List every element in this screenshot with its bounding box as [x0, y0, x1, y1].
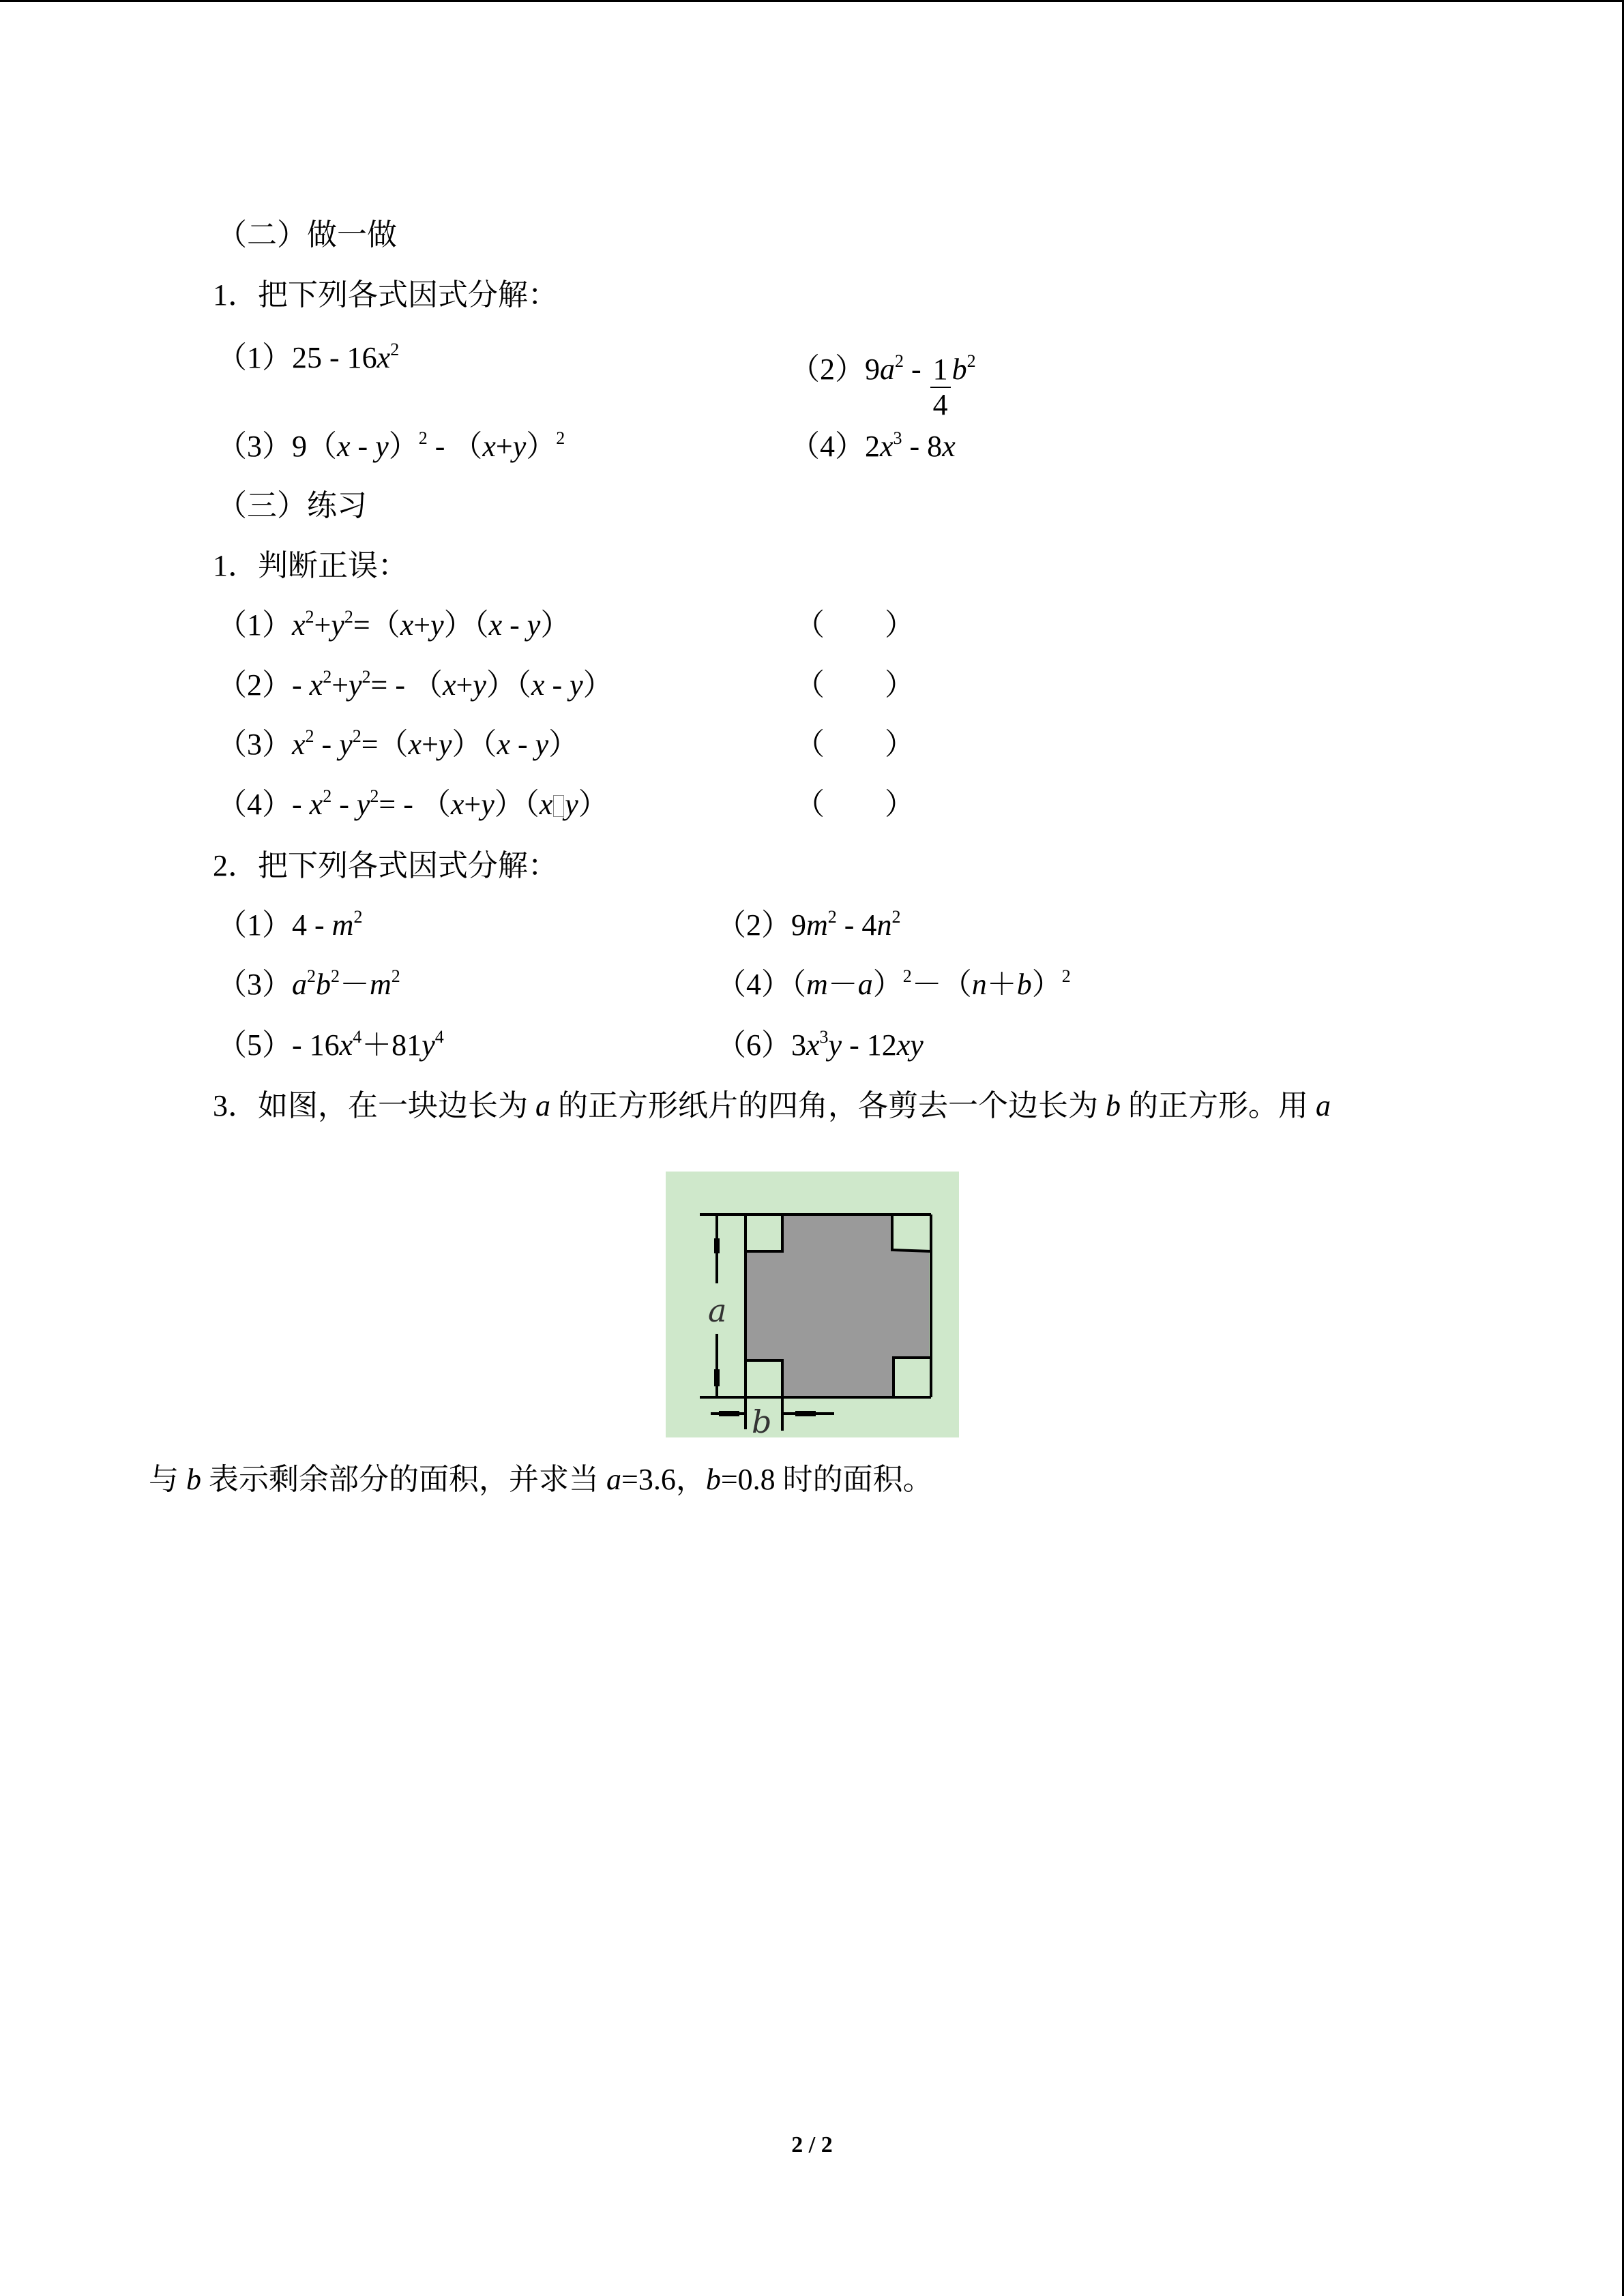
judge-prompt: 1．判断正误：	[213, 549, 408, 582]
label-a: a	[708, 1292, 727, 1329]
math-expression: $25 - 16x^2$	[292, 340, 400, 374]
section-title-practice-try: （二）做一做	[217, 218, 397, 252]
item-label: （2）	[716, 908, 791, 942]
missing-glyph-box	[553, 795, 564, 817]
judge-item-3	[217, 724, 578, 765]
label-b: b	[752, 1403, 772, 1437]
item-label: （1）	[217, 908, 292, 942]
question-3-line-2: 与 b 表示剩余部分的面积，并求当 a=3.6，b=0.8 时的面积。	[149, 1463, 933, 1496]
judge-item-2	[217, 665, 613, 706]
factor-item-1	[217, 338, 399, 378]
math-expression: $2x^3 - 8x$	[865, 428, 956, 463]
question-1-prompt: 1．把下列各式因式分解：	[213, 278, 558, 312]
question-3-line-1: 3．如图，在一块边长为 a 的正方形纸片的四角，各剪去一个边长为 b 的正方形。用 a	[213, 1089, 1331, 1122]
judge-item-4	[217, 784, 608, 825]
item-label: （5）	[217, 1028, 292, 1062]
factor-exercise-1	[217, 905, 362, 946]
math-expression: - $16x^4+81y^4$	[292, 1027, 444, 1062]
factor-exercise-5	[217, 1025, 444, 1066]
math-expression: $9(x - y)^2 - (x+y)^2$	[292, 428, 565, 463]
fraction: $\frac{1}{4}$	[930, 353, 951, 422]
math-expression: $a^2b^2-m^2$	[292, 966, 400, 1001]
math-expression: $3x^3y - 12xy$	[791, 1027, 924, 1062]
question-2-prompt: 2．把下列各式因式分解：	[213, 849, 558, 882]
item-label: （3）	[217, 728, 292, 761]
item-label: （3）	[217, 968, 292, 1001]
item-label: （4）	[217, 788, 292, 821]
factor-exercise-3	[217, 964, 400, 1005]
answer-blank-4[interactable]: （ ）	[795, 788, 915, 821]
cut-corners-square-figure	[666, 1172, 959, 1437]
square-with-cut-corners-diagram	[666, 1172, 959, 1437]
judge-item-1	[217, 605, 570, 646]
factor-item-4	[790, 426, 956, 467]
item-label: （4）	[790, 430, 865, 463]
factor-exercise-2	[716, 905, 900, 946]
factor-item-3	[217, 426, 565, 467]
answer-blank-1[interactable]: （ ）	[795, 608, 915, 642]
factor-exercise-4	[716, 964, 1071, 1005]
item-label: （3）	[217, 430, 292, 463]
factor-exercise-6	[716, 1025, 924, 1066]
answer-blank-2[interactable]: （ ）	[795, 668, 915, 702]
item-label: （1）	[217, 608, 292, 642]
math-expression: $4 - m^2$	[292, 907, 363, 942]
item-label: （6）	[716, 1028, 791, 1062]
item-label: （2）	[217, 668, 292, 702]
item-label: （4）	[716, 968, 791, 1001]
page-number: 2 / 2	[791, 2132, 833, 2158]
answer-blank-3[interactable]: （ ）	[795, 728, 915, 761]
math-expression: $9a^2$ - $\frac{1}{4}$ $b^2$	[865, 351, 976, 421]
section-title-exercise: （三）练习	[217, 489, 367, 522]
math-expression: $x^2+y^2=(x+y)(x - y)$	[292, 607, 571, 642]
math-expression: $9m^2 - 4n^2$	[791, 907, 901, 942]
math-expression: $x^2 - y^2=(x+y)(x - y)$	[292, 726, 579, 761]
math-expression: $(m-a)^2-(n+b)^2$	[791, 966, 1071, 1001]
math-expression: - $x^2+y^2= - (x+y)(x - y)$	[292, 667, 613, 702]
math-expression: - $x^2 - y^2= - (x+y)(x$ y）	[292, 786, 608, 821]
page-top-border	[0, 0, 1624, 2]
item-label: （1）	[217, 341, 292, 374]
item-label: （2）	[790, 353, 865, 387]
factor-item-2	[790, 338, 976, 421]
